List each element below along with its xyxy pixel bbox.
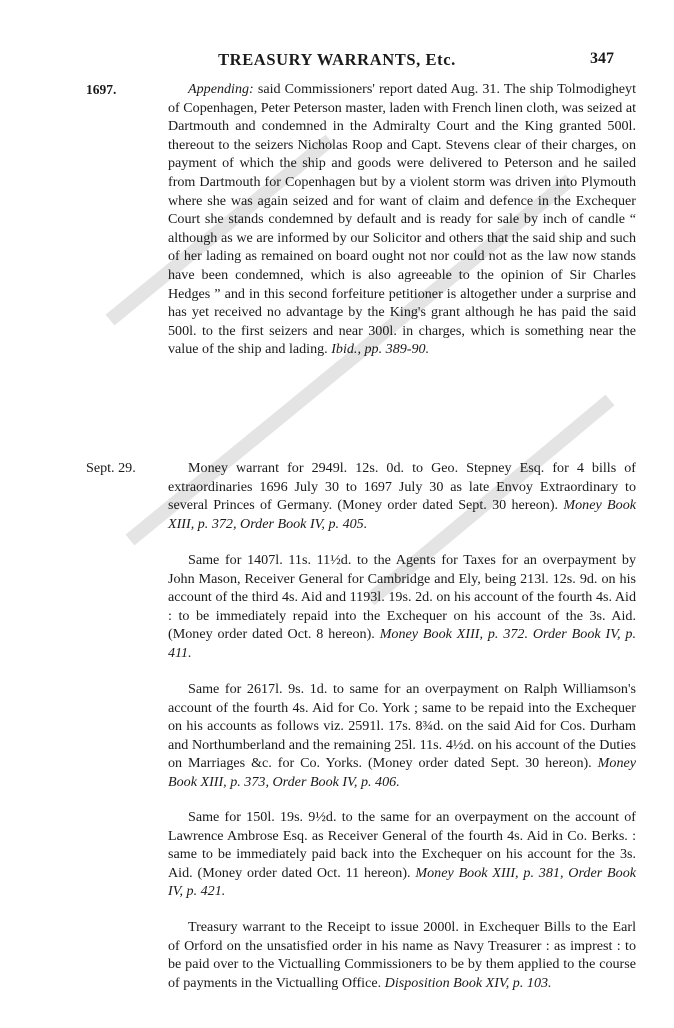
entry-reference: Money Book XIII, p. 373, Order Book IV, p. 406. bbox=[168, 755, 637, 790]
year-label: 1697. bbox=[86, 82, 117, 97]
entry-text: Same for 1407l. 11s. 11½d. to the Agents for Taxes for an overpayment by John Mason, Receiver General for Cambridge and Ely, being 213l. 12s. 9d. on his account of the third 4s. Aid and 1193l. 19s. 2d. on his account of the fourth 4s. Aid : to be immediately repaid into the Exchequer on his account of the 3s. Aid. (Money order dated Oct. 8 hereon). bbox=[168, 552, 636, 643]
entry-text: said Commissioners' report dated Aug. 31. The ship Tolmodigheyt of Copenhagen, Peter Peterson master, laden with French linen cloth, was seized at Dartmouth and condemned in the Admiralty Court and the King granted 500l. thereout to the seizers Nicholas Roop and Capt. Stevens clear of their charges, on payment of which the ship and goods were delivered to Peterson and he sailed from Dartmouth for Copenhagen but by a violent storm was driven into Plymouth where she was again seized and for want of claim and defence in the Exchequer Court she stands condemned by default and is ready for sale by inch of candle “ although as we are informed by our Solicitor and others that the said ship and such of her lading as remained on board ought not nor could not as the law now stands have been condemned, which is also agreeable to the opinion of Sir Charles Hedges ” and in this second forfeiture petitioner is altogether under a surprise and has yet received no advantage by the King's grant although he has paid the said 500l. to the first seizers and near 300l. in charges, which is something near the value of the ship and lading. bbox=[168, 81, 636, 358]
entry-reference: Disposition Book XIV, p. 103. bbox=[384, 974, 552, 991]
entry-text: Same for 2617l. 9s. 1d. to same for an overpayment on Ralph Williamson's account of the fourth 4s. Aid for Co. York ; same to be repaid into the Exchequer on his accounts as follows viz. 2591l. 17s. 8¾d. on the said Aid for Cos. Durham and Northumberland and the remaining 25l. 11s. 4½d. on his account of the Duties on Marriages &c. for Co. Yorks. (Money order dated Sept. 30 hereon). bbox=[168, 681, 636, 772]
entry-money-warrant bbox=[168, 459, 636, 533]
entry-date: Sept. 29. bbox=[86, 460, 136, 476]
entry-treasury-warrant bbox=[168, 918, 636, 992]
entry-reference: Money Book XIII, p. 381, Order Book IV, p. 421. bbox=[168, 864, 637, 900]
running-title: TREASURY WARRANTS, Etc. bbox=[218, 50, 456, 69]
entry-reference: Money Book XIII, p. 372, Order Book IV, p. 405. bbox=[168, 497, 637, 532]
page-header bbox=[0, 50, 674, 76]
entry-reference: Money Book XIII, p. 372. Order Book IV, p. 411. bbox=[168, 626, 636, 661]
entry-reference: Ibid., pp. 389-90. bbox=[331, 341, 430, 358]
entry-text: Treasury warrant to the Receipt to issue 2000l. in Exchequer Bills to the Earl of Orford on the unsatisfied order in his name as Navy Treasurer : as imprest : to be paid over to the Victualling Commissioners to be by them applied to the course of payments in the Victualling Office. bbox=[168, 919, 636, 991]
entry-text: Same for 150l. 19s. 9½d. to the same for an overpayment on the account of Lawrence Ambrose Esq. as Receiver General of the fourth 4s. Aid in Co. Berks. : same to be immediately paid back into the Exchequer on his account for the 3s. Aid. (Money order dated Oct. 11 hereon). bbox=[168, 809, 636, 881]
entry-lead: Appending: bbox=[188, 81, 254, 97]
entry-same-mason bbox=[168, 551, 636, 663]
entry-text: Money warrant for 2949l. 12s. 0d. to Geo. Stepney Esq. for 4 bills of extraordinaries 1696 July 30 to 1697 July 30 as late Envoy Extraordinary to several Princes of Germany. (Money order dated Sept. 30 hereon). bbox=[168, 460, 636, 514]
page-number: 347 bbox=[590, 50, 614, 67]
entry-same-ambrose bbox=[168, 808, 636, 901]
entry-appending bbox=[168, 80, 636, 359]
entry-same-williamson bbox=[168, 680, 636, 792]
